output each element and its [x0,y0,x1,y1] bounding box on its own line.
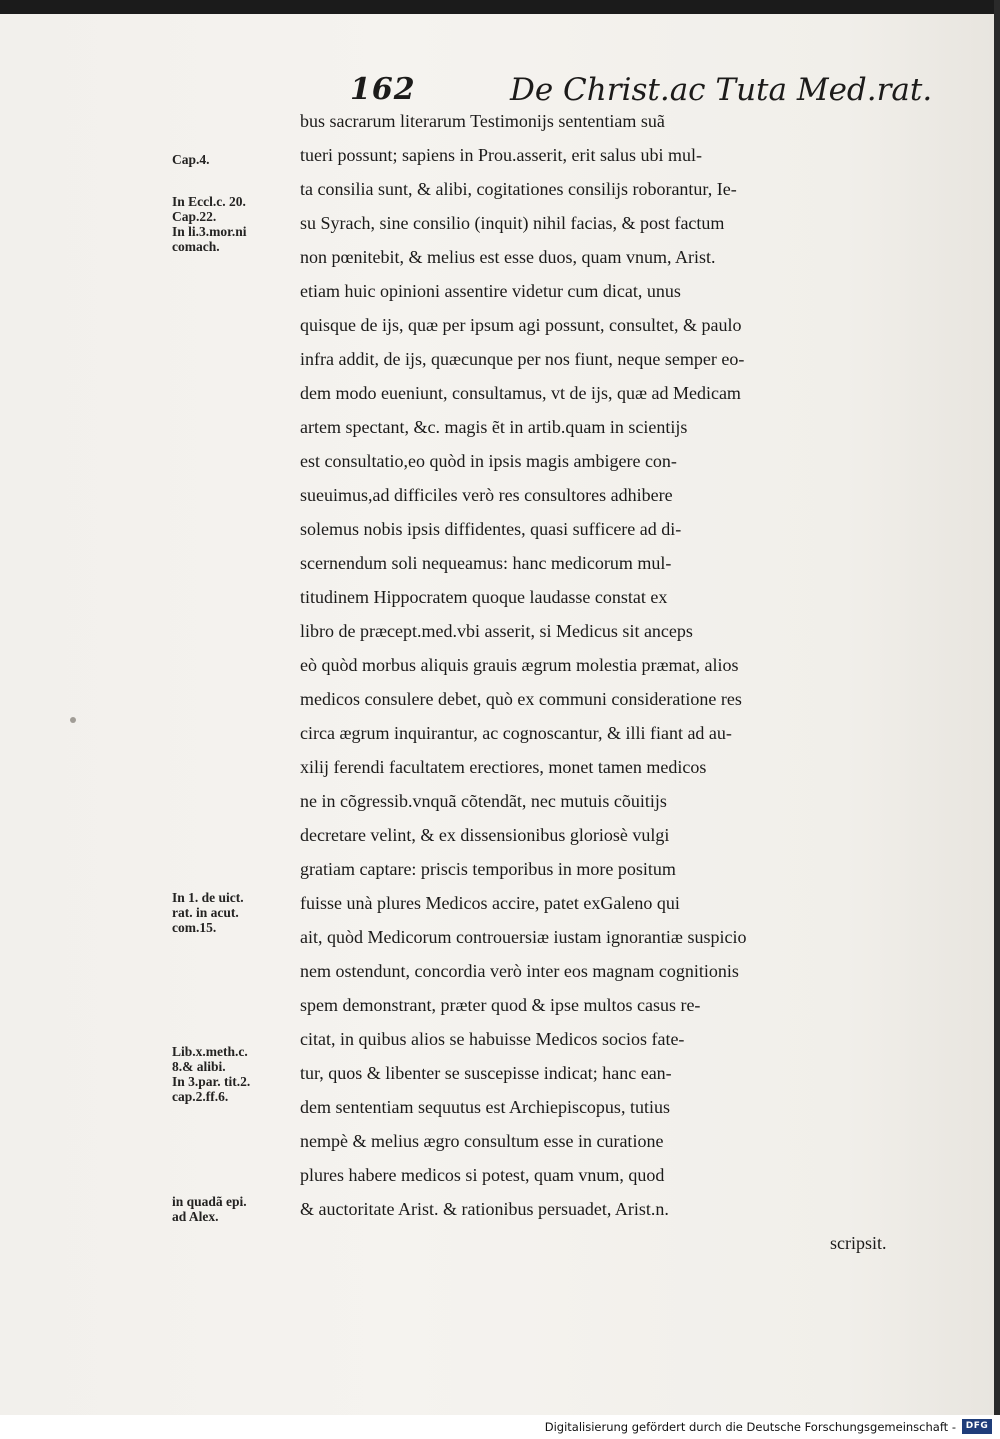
funding-credit: Digitalisierung gefördert durch die Deutsche Forschungsgemeinschaft - [544,1420,956,1434]
margin-note: Cap.4. [172,152,210,167]
text-line: etiam huic opinioni assentire videtur cum dicat, unus [300,281,681,301]
text-line: nempè & melius ægro consultum esse in curatione [300,1131,664,1151]
ink-spot [70,717,76,723]
text-line: scernendum soli nequeamus: hanc medicorum mul- [300,553,672,573]
text-line: infra addit, de ijs, quæcunque per nos fiunt, neque semper eo- [300,349,745,369]
scan-top-border [0,0,1000,14]
text-line: eò quòd morbus aliquis grauis ægrum molestia præmat, alios [300,655,739,675]
margin-note: in quadã epi. ad Alex. [172,1194,247,1224]
digitization-footer [0,1415,1000,1439]
book-page [0,14,994,1415]
page-number: 162 [350,72,416,107]
text-line: circa ægrum inquirantur, ac cognoscantur, & illi fiant ad au- [300,723,732,743]
running-title: De Christ.ac Tuta Med.rat. [510,72,933,108]
text-line: sueuimus,ad difficiles verò res consultores adhibere [300,485,673,505]
text-line: bus sacrarum literarum Testimonijs sententiam suã [300,111,665,131]
text-line: non pœnitebit, & melius est esse duos, quam vnum, Arist. [300,247,716,267]
text-line: dem sententiam sequutus est Archiepiscopus, tutius [300,1097,670,1117]
text-line: su Syrach, sine consilio (inquit) nihil facias, & post factum [300,213,725,233]
margin-note: Lib.x.meth.c. 8.& alibi. In 3.par. tit.2. cap.2.ff.6. [172,1044,251,1104]
text-line: fuisse unà plures Medicos accire, patet exGaleno qui [300,893,680,913]
text-line: xilij ferendi facultatem erectiores, monet tamen medicos [300,757,707,777]
text-line: ne in cõgressib.vnquã cõtendãt, nec mutuis cõuitijs [300,791,667,811]
scan-right-border [994,0,1000,1415]
text-line: ta consilia sunt, & alibi, cogitationes consilijs roborantur, Ie- [300,179,737,199]
text-line: tueri possunt; sapiens in Prou.asserit, erit salus ubi mul- [300,145,702,165]
text-line: est consultatio,eo quòd in ipsis magis ambigere con- [300,451,677,471]
text-line: medicos consulere debet, quò ex communi consideratione res [300,689,742,709]
text-line: nem ostendunt, concordia verò inter eos magnam cognitionis [300,961,739,981]
text-line: decretare velint, & ex dissensionibus gloriosè vulgi [300,825,670,845]
text-line: spem demonstrant, præter quod & ipse multos casus re- [300,995,701,1015]
text-line: gratiam captare: priscis temporibus in more positum [300,859,676,879]
margin-note: In Eccl.c. 20. Cap.22. In li.3.mor.ni comach. [172,194,247,254]
text-line: & auctoritate Arist. & rationibus persuadet, Arist.n. [300,1199,669,1219]
text-line: dem modo eueniunt, consultamus, vt de ijs, quæ ad Medicam [300,383,741,403]
text-line: libro de præcept.med.vbi asserit, si Medicus sit anceps [300,621,693,641]
text-line: tur, quos & libenter se suscepisse indicat; hanc ean- [300,1063,672,1083]
text-line: ait, quòd Medicorum controuersiæ iustam ignorantiæ suspicio [300,927,747,947]
text-line: solemus nobis ipsis diffidentes, quasi sufficere ad di- [300,519,682,539]
text-line: citat, in quibus alios se habuisse Medicos socios fate- [300,1029,685,1049]
text-line: scripsit. [830,1233,887,1253]
text-line: quisque de ijs, quæ per ipsum agi possunt, consultet, & paulo [300,315,742,335]
margin-note: In 1. de uict. rat. in acut. com.15. [172,890,244,935]
text-line: titudinem Hippocratem quoque laudasse constat ex [300,587,668,607]
dfg-logo-icon: DFG [962,1419,992,1434]
text-line: artem spectant, &c. magis ẽt in artib.quam in scientijs [300,417,688,437]
text-line: plures habere medicos si potest, quam vnum, quod [300,1165,665,1185]
